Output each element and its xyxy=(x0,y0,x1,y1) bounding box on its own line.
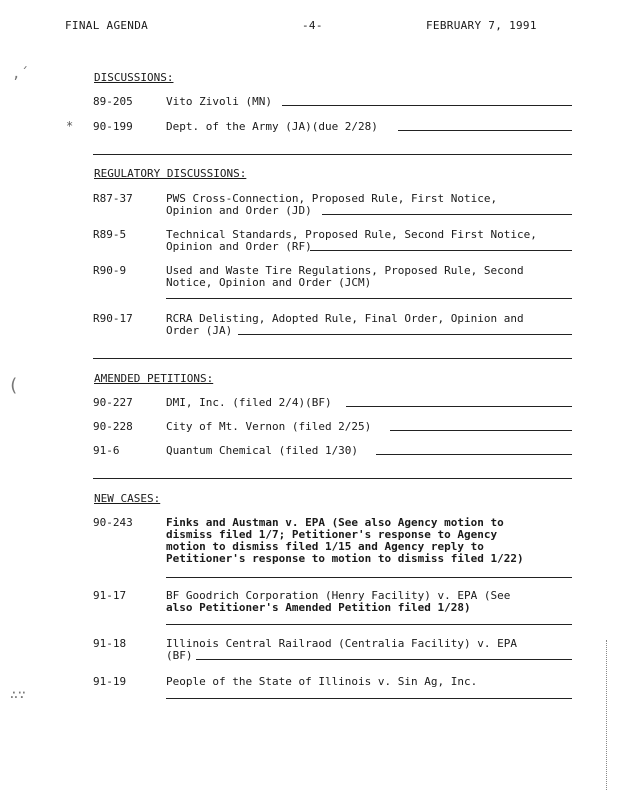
rule-description-line2: Opinion and Order (RF) xyxy=(166,240,312,253)
scan-speck: ( xyxy=(8,375,19,396)
margin-asterisk: * xyxy=(66,119,74,133)
rule-description-line1: RCRA Delisting, Adopted Rule, Final Order, Opinion and xyxy=(166,312,524,325)
case-description-line: motion to dismiss filed 1/15 and Agency reply to xyxy=(166,540,484,553)
scan-speck: ‚´ xyxy=(12,66,29,82)
case-number: 90-227 xyxy=(93,396,133,409)
section-divider xyxy=(93,358,572,359)
case-description-line: Petitioner's response to motion to dismiss filed 1/22) xyxy=(166,552,524,565)
rule-number: R89-5 xyxy=(93,228,127,241)
scan-speck: ∴∵ xyxy=(10,688,26,703)
section-regulatory-title: REGULATORY DISCUSSIONS: xyxy=(94,167,247,180)
rule-description-line1: Technical Standards, Proposed Rule, Second First Notice, xyxy=(166,228,537,241)
signature-line xyxy=(282,105,572,106)
section-new-cases-title: NEW CASES: xyxy=(94,492,161,505)
rule-description-line2: Notice, Opinion and Order (JCM) xyxy=(166,276,372,289)
header-title: FINAL AGENDA xyxy=(65,19,149,32)
signature-line xyxy=(398,130,572,131)
case-number: 91-17 xyxy=(93,589,127,602)
page-number: -4- xyxy=(302,19,323,32)
case-description: Dept. of the Army (JA)(due 2/28) xyxy=(166,120,378,133)
case-description-line: BF Goodrich Corporation (Henry Facility) v. EPA (See xyxy=(166,589,511,602)
signature-line xyxy=(346,406,572,407)
case-number: 90-199 xyxy=(93,120,133,133)
rule-description-line2: Opinion and Order (JD) xyxy=(166,204,312,217)
signature-line xyxy=(310,250,572,251)
rule-description-line1: Used and Waste Tire Regulations, Proposed Rule, Second xyxy=(166,264,524,277)
section-divider xyxy=(93,478,572,479)
case-number: 90-243 xyxy=(93,516,133,529)
signature-line xyxy=(238,334,572,335)
rule-description-line1: PWS Cross-Connection, Proposed Rule, First Notice, xyxy=(166,192,498,205)
case-description-line: also Petitioner's Amended Petition filed 1/28) xyxy=(166,601,471,614)
case-number: 90-228 xyxy=(93,420,133,433)
signature-line xyxy=(390,430,572,431)
signature-line xyxy=(166,624,572,625)
header-date: FEBRUARY 7, 1991 xyxy=(426,19,537,32)
scan-edge-line xyxy=(606,640,607,790)
case-description: Vito Zivoli (MN) xyxy=(166,95,272,108)
case-number: 91-19 xyxy=(93,675,127,688)
section-amended-title: AMENDED PETITIONS: xyxy=(94,372,214,385)
case-number: 91-6 xyxy=(93,444,120,457)
case-description: Quantum Chemical (filed 1/30) xyxy=(166,444,359,457)
rule-number: R90-9 xyxy=(93,264,127,277)
case-description-line: People of the State of Illinois v. Sin Ag, Inc. xyxy=(166,675,478,688)
case-description-line: (BF) xyxy=(166,649,193,662)
case-description-line: Illinois Central Railraod (Centralia Facility) v. EPA xyxy=(166,637,517,650)
case-number: 91-18 xyxy=(93,637,127,650)
rule-number: R90-17 xyxy=(93,312,133,325)
section-discussions-title: DISCUSSIONS: xyxy=(94,71,174,84)
case-description-line: Finks and Austman v. EPA (See also Agency motion to xyxy=(166,516,504,529)
signature-line xyxy=(166,298,572,299)
section-divider xyxy=(93,154,572,155)
signature-line xyxy=(166,698,572,699)
rule-description-line2: Order (JA) xyxy=(166,324,233,337)
case-description: DMI, Inc. (filed 2/4)(BF) xyxy=(166,396,332,409)
case-description: City of Mt. Vernon (filed 2/25) xyxy=(166,420,372,433)
signature-line xyxy=(196,659,572,660)
case-description-line: dismiss filed 1/7; Petitioner's response to Agency xyxy=(166,528,498,541)
rule-number: R87-37 xyxy=(93,192,133,205)
signature-line xyxy=(166,577,572,578)
case-number: 89-205 xyxy=(93,95,133,108)
signature-line xyxy=(376,454,572,455)
signature-line xyxy=(322,214,572,215)
